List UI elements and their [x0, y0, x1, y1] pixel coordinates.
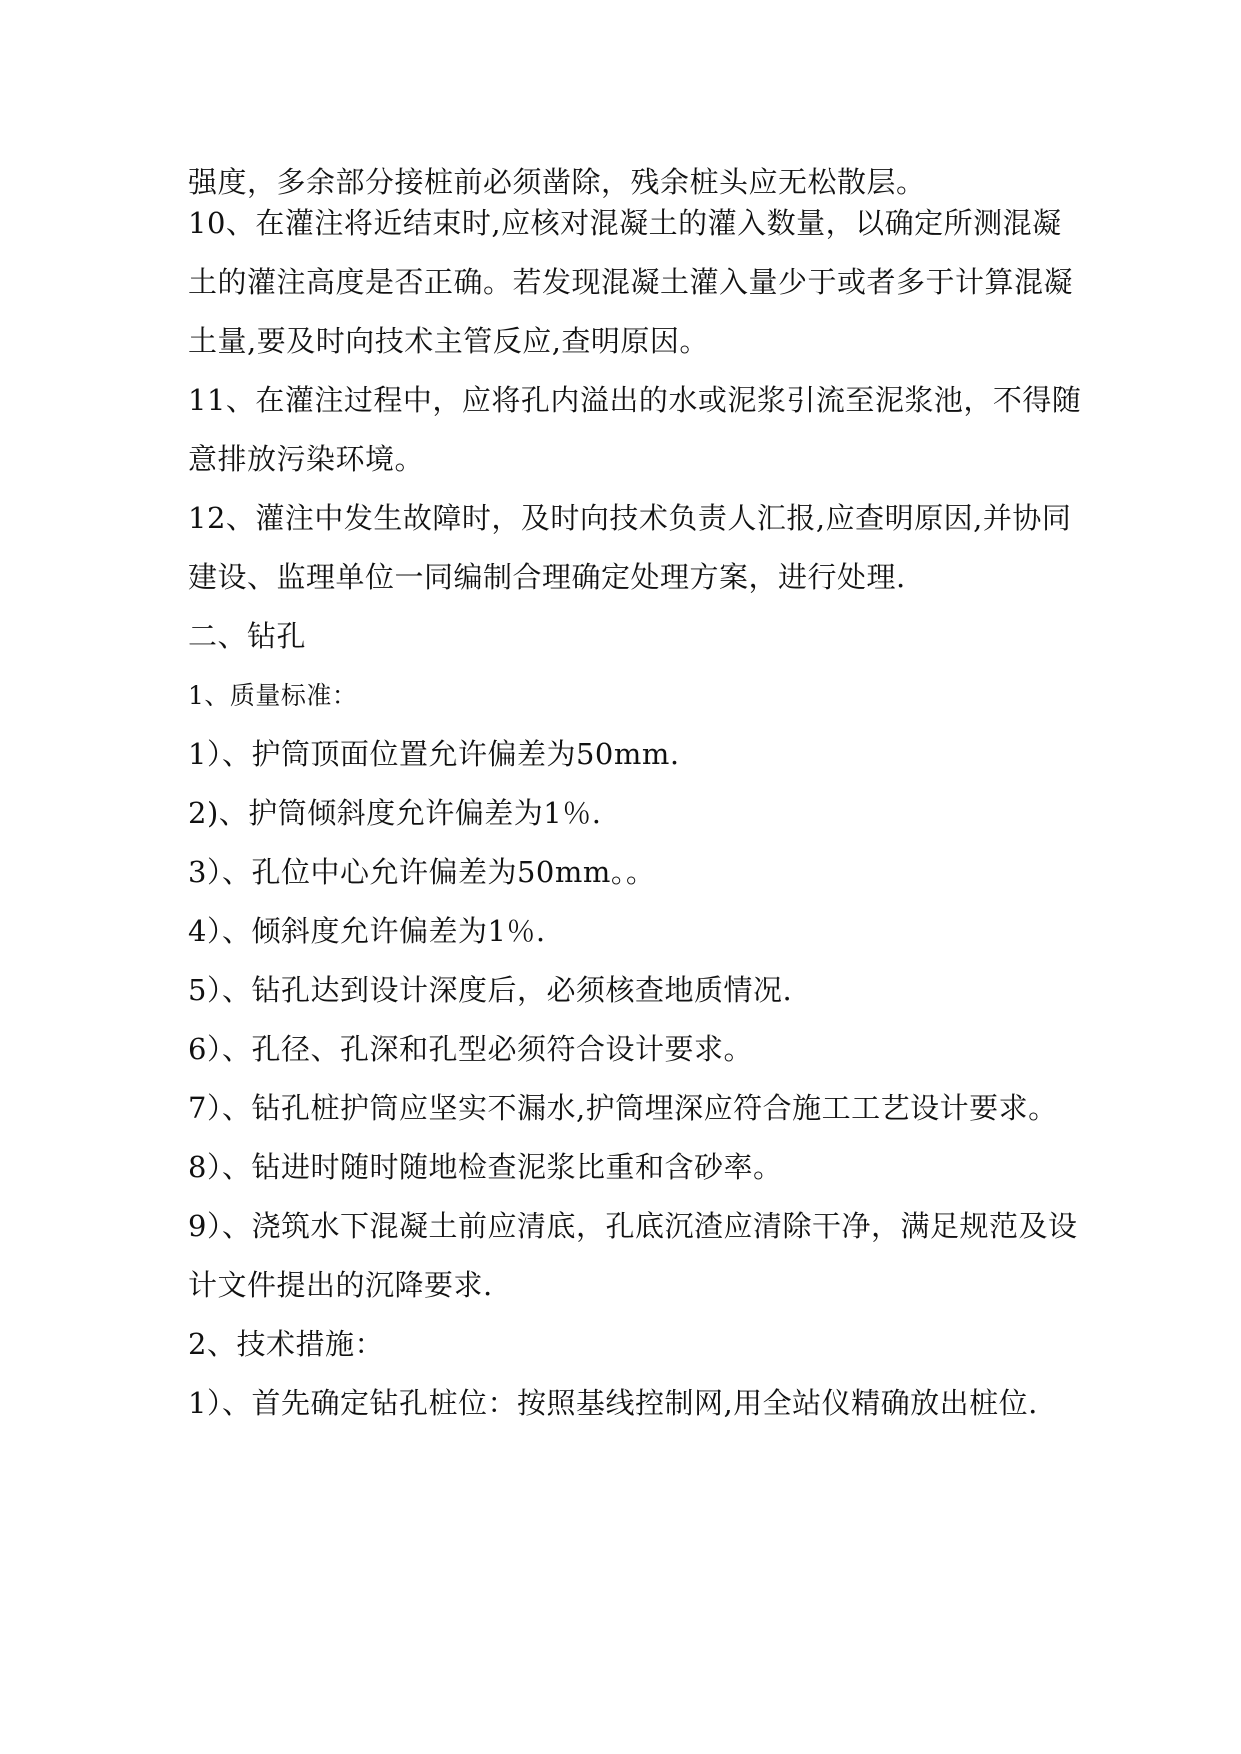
text-line: 强度，多余部分接桩前必须凿除，残余桩头应无松散层。 [188, 165, 926, 199]
text-line: 11、在灌注过程中，应将孔内溢出的水或泥浆引流至泥浆池，不得随 [188, 383, 1082, 417]
list-item: 2)、护筒倾斜度允许偏差为1％. [188, 796, 602, 830]
list-item: 9）、浇筑水下混凝土前应清底，孔底沉渣应清除干净，满足规范及设 [188, 1209, 1078, 1243]
subsection-heading: 2、技术措施： [188, 1327, 384, 1361]
text-line: 10、在灌注将近结束时,应核对混凝土的灌入数量，以确定所测混凝 [188, 206, 1062, 240]
text-line: 建设、监理单位一同编制合理确定处理方案，进行处理. [188, 560, 906, 594]
text-line: 12、灌注中发生故障时，及时向技术负责人汇报,应查明原因,并协同 [188, 501, 1072, 535]
list-item: 3）、孔位中心允许偏差为50mm。。 [188, 855, 656, 889]
list-item: 1）、护筒顶面位置允许偏差为50mm. [188, 737, 680, 771]
list-item: 5）、钻孔达到设计深度后，必须核查地质情况. [188, 973, 793, 1007]
text-line: 土的灌注高度是否正确。若发现混凝土灌入量少于或者多于计算混凝 [188, 265, 1074, 299]
text-line: 土量,要及时向技术主管反应,查明原因。 [188, 324, 709, 358]
list-item: 1）、首先确定钻孔桩位：按照基线控制网,用全站仪精确放出桩位. [188, 1386, 1038, 1420]
list-item: 6）、孔径、孔深和孔型必须符合设计要求。 [188, 1032, 753, 1066]
text-line: 意排放污染环境。 [188, 442, 425, 476]
list-item: 计文件提出的沉降要求. [188, 1268, 493, 1302]
section-heading: 二、钻孔 [188, 619, 307, 653]
list-item: 7）、钻孔桩护筒应坚实不漏水,护筒埋深应符合施工工艺设计要求。 [188, 1091, 1058, 1125]
list-item: 4）、倾斜度允许偏差为1％. [188, 914, 546, 948]
subsection-heading: 1、质量标准： [188, 681, 358, 710]
list-item: 8）、钻进时随时随地检查泥浆比重和含砂率。 [188, 1150, 783, 1184]
